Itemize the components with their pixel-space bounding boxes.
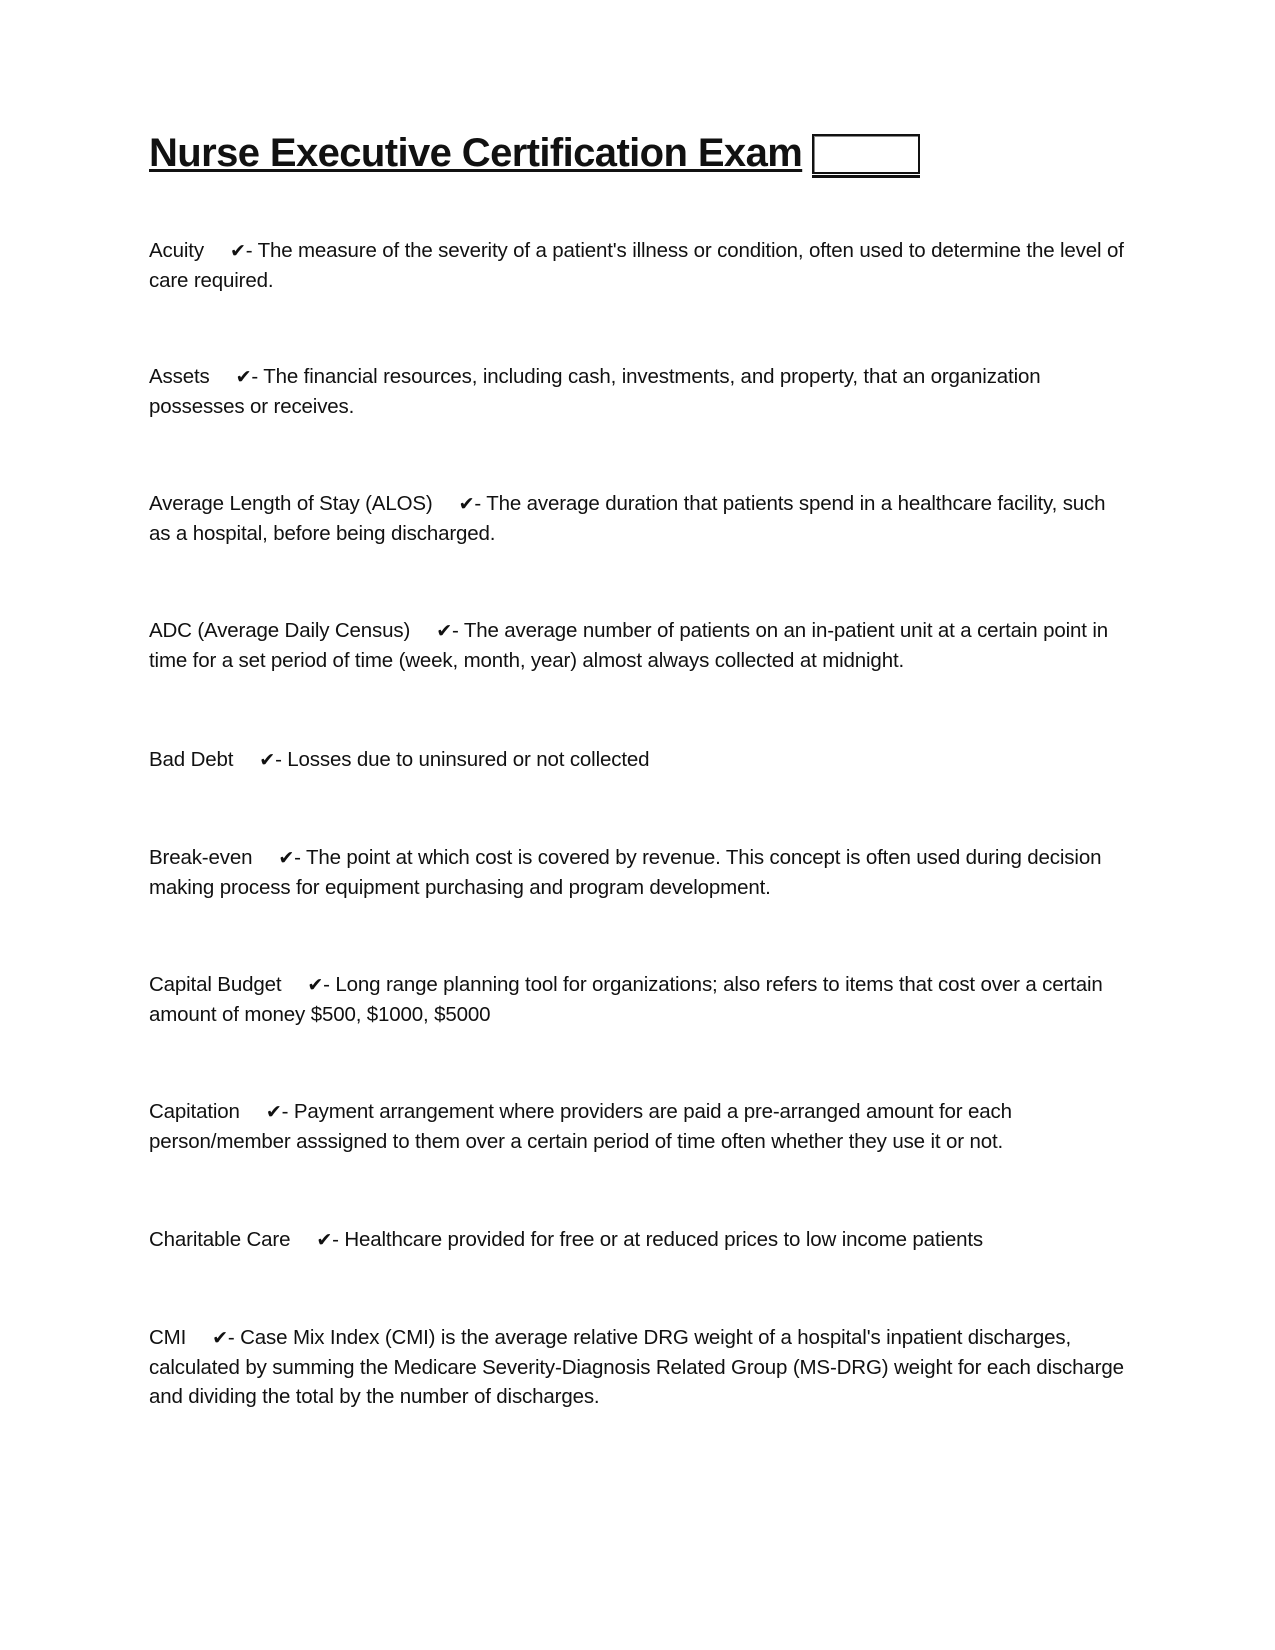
check-mark-icon: ✔ xyxy=(259,749,276,771)
check-mark-icon: ✔ xyxy=(278,847,295,869)
entry-definition: - Case Mix Index (CMI) is the average relative DRG weight of a hospital's inpatient discharges, calculated by summing the Medicare Severity-Diagnosis Related Group (MS-DRG) weight for each discharge and dividing the total by the number of discharges. xyxy=(149,1326,1124,1408)
document-title: Nurse Executive Certification Exam xyxy=(149,131,803,175)
check-mark-icon: ✔ xyxy=(265,1101,282,1123)
glossary-entry xyxy=(149,1323,1129,1411)
entry-term: Break-even xyxy=(149,846,253,869)
entry-term: Charitable Care xyxy=(149,1228,291,1251)
title-row xyxy=(149,128,920,178)
entry-definition: - The point at which cost is covered by revenue. This concept is often used during decision making process for equipment purchasing and program development. xyxy=(149,846,1102,899)
entry-term: Bad Debt xyxy=(149,748,234,771)
entry-term: Assets xyxy=(149,365,210,388)
glossary-entry xyxy=(149,1097,1129,1156)
glossary-entry xyxy=(149,843,1129,902)
check-mark-icon: ✔ xyxy=(316,1229,333,1251)
glossary-entry xyxy=(149,616,1129,675)
check-mark-icon: ✔ xyxy=(307,974,324,996)
check-mark-icon: ✔ xyxy=(229,240,246,262)
glossary-entry xyxy=(149,970,1129,1029)
entry-term: Acuity xyxy=(149,239,204,262)
title-checkbox xyxy=(812,134,920,174)
glossary-entry xyxy=(149,236,1129,295)
entry-definition: - The average duration that patients spend in a healthcare facility, such as a hospital, before being discharged. xyxy=(149,492,1106,545)
entry-term: Capital Budget xyxy=(149,973,282,996)
entry-term: Capitation xyxy=(149,1100,240,1123)
glossary-entry xyxy=(149,362,1129,421)
glossary-entry xyxy=(149,745,1129,775)
check-mark-icon: ✔ xyxy=(458,493,475,515)
entry-definition: - The financial resources, including cash, investments, and property, that an organization possesses or receives. xyxy=(149,365,1041,418)
entry-term: Average Length of Stay (ALOS) xyxy=(149,492,433,515)
entry-term: ADC (Average Daily Census) xyxy=(149,619,411,642)
check-mark-icon: ✔ xyxy=(212,1327,228,1349)
entry-definition: - Healthcare provided for free or at reduced prices to low income patients xyxy=(332,1228,984,1251)
check-mark-icon: ✔ xyxy=(436,620,452,642)
check-mark-icon: ✔ xyxy=(235,366,252,388)
glossary-entry xyxy=(149,1225,1129,1255)
entry-term: CMI xyxy=(149,1326,187,1349)
entry-definition: - Losses due to uninsured or not collected xyxy=(275,748,650,771)
entry-definition: - The average number of patients on an in-patient unit at a certain point in time for a set period of time (week, month, year) almost always collected at midnight. xyxy=(149,619,1109,672)
entry-definition: - Payment arrangement where providers are paid a pre-arranged amount for each person/member asssigned to them over a certain period of time often whether they use it or not. xyxy=(149,1100,1012,1153)
glossary-entry xyxy=(149,489,1129,548)
entry-definition: - Long range planning tool for organizations; also refers to items that cost over a certain amount of money $500, $1000, $5000 xyxy=(149,973,1103,1026)
entry-definition: - The measure of the severity of a patient's illness or condition, often used to determine the level of care required. xyxy=(149,239,1124,292)
